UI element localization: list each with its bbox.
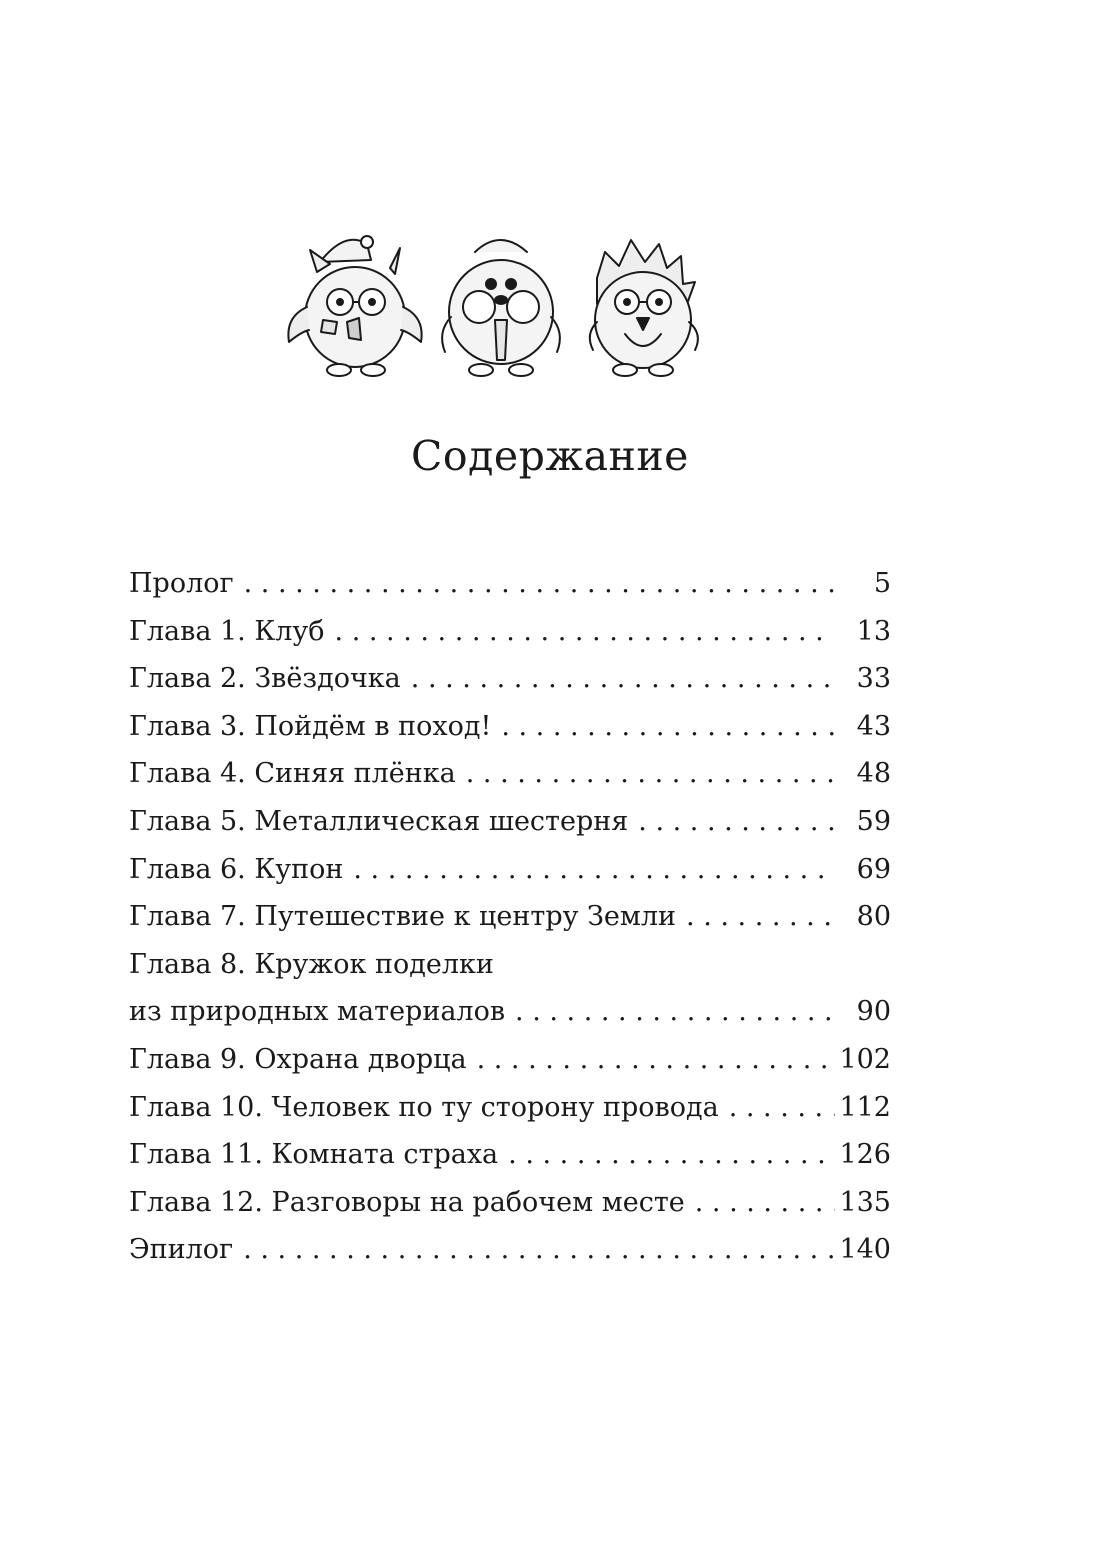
toc-entry [129, 1084, 891, 1132]
toc-entry-title: Глава 11. Комната страха [129, 1139, 499, 1171]
toc-entry-page: 48 [856, 758, 891, 790]
toc-leader-dots [335, 608, 835, 656]
toc-entry-title: Пролог [129, 568, 234, 599]
owl-character-icon [288, 236, 421, 376]
toc-leader-dots [501, 703, 835, 751]
toc-leader-dots [466, 750, 835, 798]
toc-entry [129, 1131, 891, 1179]
toc-entry [129, 703, 891, 751]
toc-entry [129, 1226, 891, 1274]
toc-entry-title: Глава 5. Металлическая шестерня [129, 805, 629, 837]
toc-entry-title: Эпилог [129, 1234, 234, 1266]
toc-entry-page: 59 [856, 805, 891, 837]
toc-entry-title: Глава 4. Синяя плёнка [129, 758, 456, 790]
page-title: Содержание [411, 432, 689, 480]
toc-entry-page: 5 [873, 568, 891, 599]
toc-entry [129, 560, 891, 608]
toc-entry-title: Глава 7. Путешествие к центру Земли [129, 901, 677, 933]
toc-leader-dots [353, 846, 835, 894]
toc-entry [129, 798, 891, 846]
table-of-contents [129, 560, 891, 1274]
toc-entry [129, 941, 891, 989]
toc-leader-dots [508, 1131, 835, 1179]
toc-entry-page: 126 [839, 1139, 891, 1171]
toc-entry [129, 988, 891, 1036]
toc-entry [129, 893, 891, 941]
toc-entry-title: Глава 6. Купон [129, 853, 344, 885]
toc-entry-title: Глава 10. Человек по ту сторону провода [129, 1091, 719, 1123]
toc-entry [129, 1036, 891, 1084]
toc-entry-page: 90 [856, 996, 891, 1028]
toc-leader-dots [243, 1226, 835, 1274]
toc-entry-page: 43 [856, 710, 891, 742]
toc-entry-title: из природных материалов [129, 996, 506, 1028]
toc-entry-page: 102 [839, 1043, 891, 1075]
toc-leader-dots [638, 798, 835, 846]
toc-entry-page: 112 [839, 1091, 891, 1123]
toc-entry-title: Глава 3. Пойдём в поход! [129, 710, 492, 742]
toc-leader-dots [477, 1036, 835, 1084]
toc-entry [129, 608, 891, 656]
toc-entry-title: Глава 9. Охрана дворца [129, 1043, 467, 1075]
toc-entry [129, 1179, 891, 1227]
toc-entry-page: 33 [856, 663, 891, 695]
toc-entry [129, 655, 891, 703]
toc-entry-title: Глава 2. Звёздочка [129, 663, 401, 695]
toc-leader-dots [515, 988, 835, 1036]
toc-entry-page: 140 [839, 1234, 891, 1266]
toc-entry-page: 135 [839, 1186, 891, 1218]
toc-entry-title: Глава 1. Клуб [129, 615, 325, 647]
toc-entry-page: 13 [856, 615, 891, 647]
characters-illustration [275, 222, 730, 387]
toc-leader-dots [244, 560, 835, 608]
toc-entry-page: 80 [856, 901, 891, 933]
toc-leader-dots [695, 1179, 835, 1227]
toc-entry-title: Глава 12. Разговоры на рабочем месте [129, 1186, 685, 1218]
toc-entry-page: 69 [856, 853, 891, 885]
toc-leader-dots [729, 1084, 835, 1132]
toc-leader-dots [686, 893, 835, 941]
toc-entry-title: Глава 8. Кружок поделки [129, 948, 494, 980]
bear-character-icon [442, 240, 560, 376]
hedgehog-character-icon [590, 240, 698, 376]
toc-entry [129, 750, 891, 798]
toc-leader-dots [411, 655, 835, 703]
toc-entry [129, 846, 891, 894]
